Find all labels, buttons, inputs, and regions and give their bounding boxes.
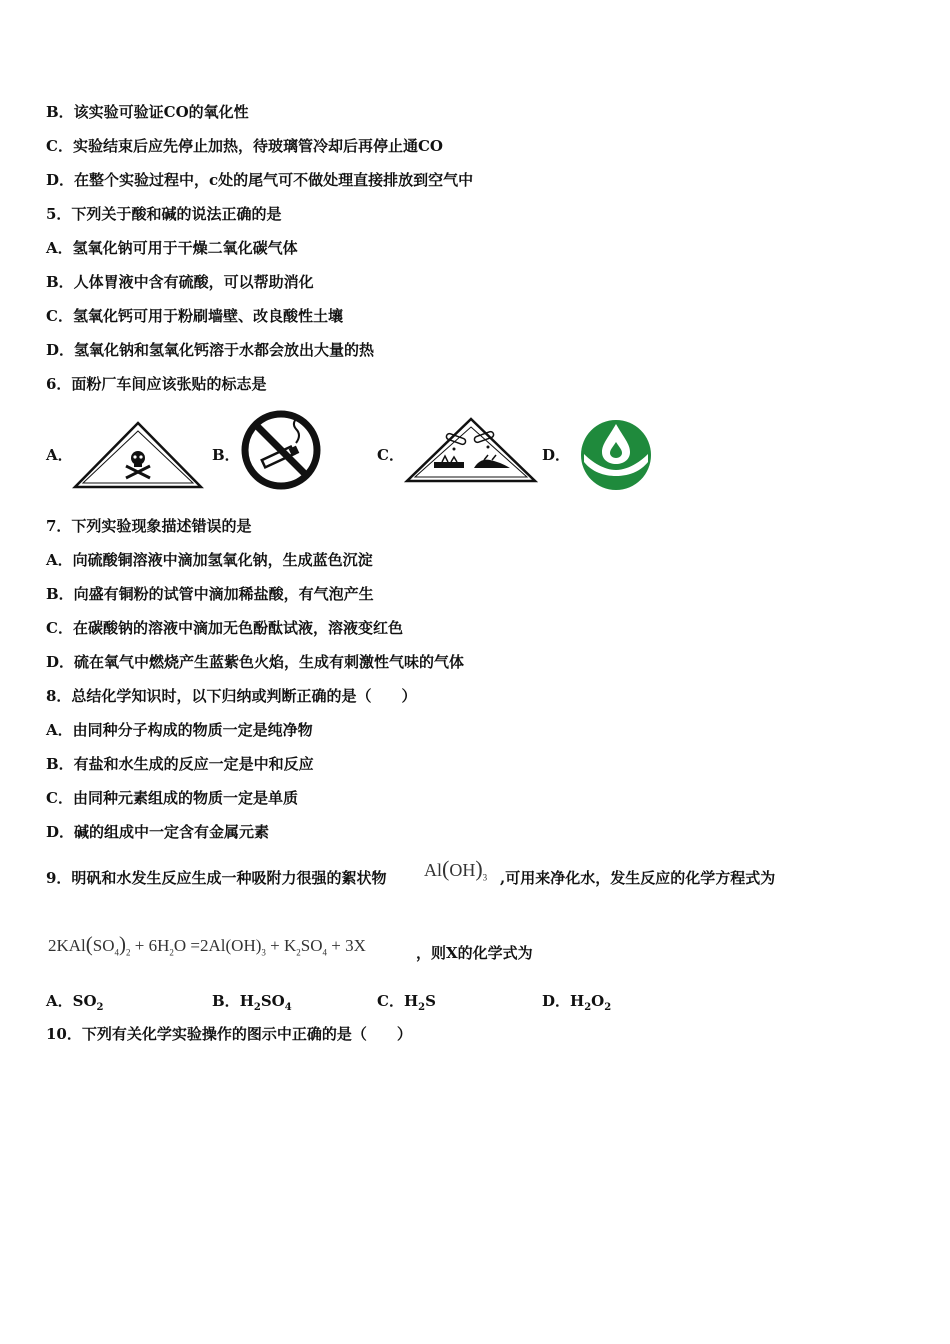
q9-option-c: C．$H_2S$ (377, 992, 436, 1013)
q6-option-b-label: B． (212, 446, 240, 464)
q8-option-a: A．由同种分子构成的物质一定是纯净物 (46, 721, 313, 739)
q6-option-c-label: C． (377, 446, 404, 464)
q8-stem: 8．总结化学知识时，以下归纳或判断正确的是（ ） (46, 687, 417, 705)
q7-stem: 7．下列实验现象描述错误的是 (46, 517, 252, 535)
q8-option-c: C．由同种元素组成的物质一定是单质 (46, 789, 298, 807)
q7-option-a: A．向硫酸铜溶液中滴加氢氧化钠，生成蓝色沉淀 (46, 551, 373, 569)
q8-option-d: D．碱的组成中一定含有金属元素 (46, 823, 270, 841)
q4-option-b: B．该实验可验证CO的氧化性 (46, 103, 249, 121)
q5-option-d: D．氢氧化钠和氢氧化钙溶于水都会放出大量的热 (46, 341, 375, 359)
corrosive-warning-icon (404, 416, 538, 484)
water-saving-icon (578, 418, 654, 492)
q9-option-a: A．$SO_2$ (46, 992, 104, 1013)
q9-option-b: B．$H_2SO_4$ (212, 992, 292, 1013)
q5-stem: 5．下列关于酸和碱的说法正确的是 (46, 205, 282, 223)
q9-stem-after: ,可用来净化水，发生反应的化学方程式为 (500, 869, 776, 887)
q6-stem: 6．面粉厂车间应该张贴的标志是 (46, 375, 267, 393)
no-smoking-icon (240, 409, 322, 491)
q7-option-c: C．在碳酸钠的溶液中滴加无色酚酞试液，溶液变红色 (46, 619, 403, 637)
toxic-warning-icon (72, 420, 204, 490)
reaction-equation: $2KAl(SO_4)_2 + 6H_2O =2Al(OH)_3 + K_2SO_4 + 3X$ (48, 932, 366, 958)
q6-option-d-label: D． (542, 446, 571, 464)
q9-equation-suffix: ，则X的化学式为 (416, 944, 533, 962)
q9-option-d: D．$H_2O_2$ (542, 992, 612, 1013)
q8-option-b: B．有盐和水生成的反应一定是中和反应 (46, 755, 314, 773)
q5-option-b: B．人体胃液中含有硫酸，可以帮助消化 (46, 273, 314, 291)
q6-option-a-label: A． (46, 446, 73, 464)
q7-option-b: B．向盛有铜粉的试管中滴加稀盐酸，有气泡产生 (46, 585, 374, 603)
q5-option-a: A．氢氧化钠可用于干燥二氧化碳气体 (46, 239, 298, 257)
q10-stem: 10．下列有关化学实验操作的图示中正确的是（ ） (46, 1025, 412, 1043)
q9-stem-before: 9．明矾和水发生反应生成一种吸附力很强的絮状物 (46, 869, 387, 887)
q5-option-c: C．氢氧化钙可用于粉刷墙壁、改良酸性土壤 (46, 307, 343, 325)
q4-option-d: D．在整个实验过程中，c处的尾气可不做处理直接排放到空气中 (46, 171, 474, 189)
q7-option-d: D．硫在氧气中燃烧产生蓝紫色火焰，生成有刺激性气味的气体 (46, 653, 465, 671)
q4-option-c: C．实验结束后应先停止加热，待玻璃管冷却后再停止通CO (46, 137, 443, 155)
aluminum-hydroxide-formula: $Al(OH)_3$ (424, 856, 488, 883)
